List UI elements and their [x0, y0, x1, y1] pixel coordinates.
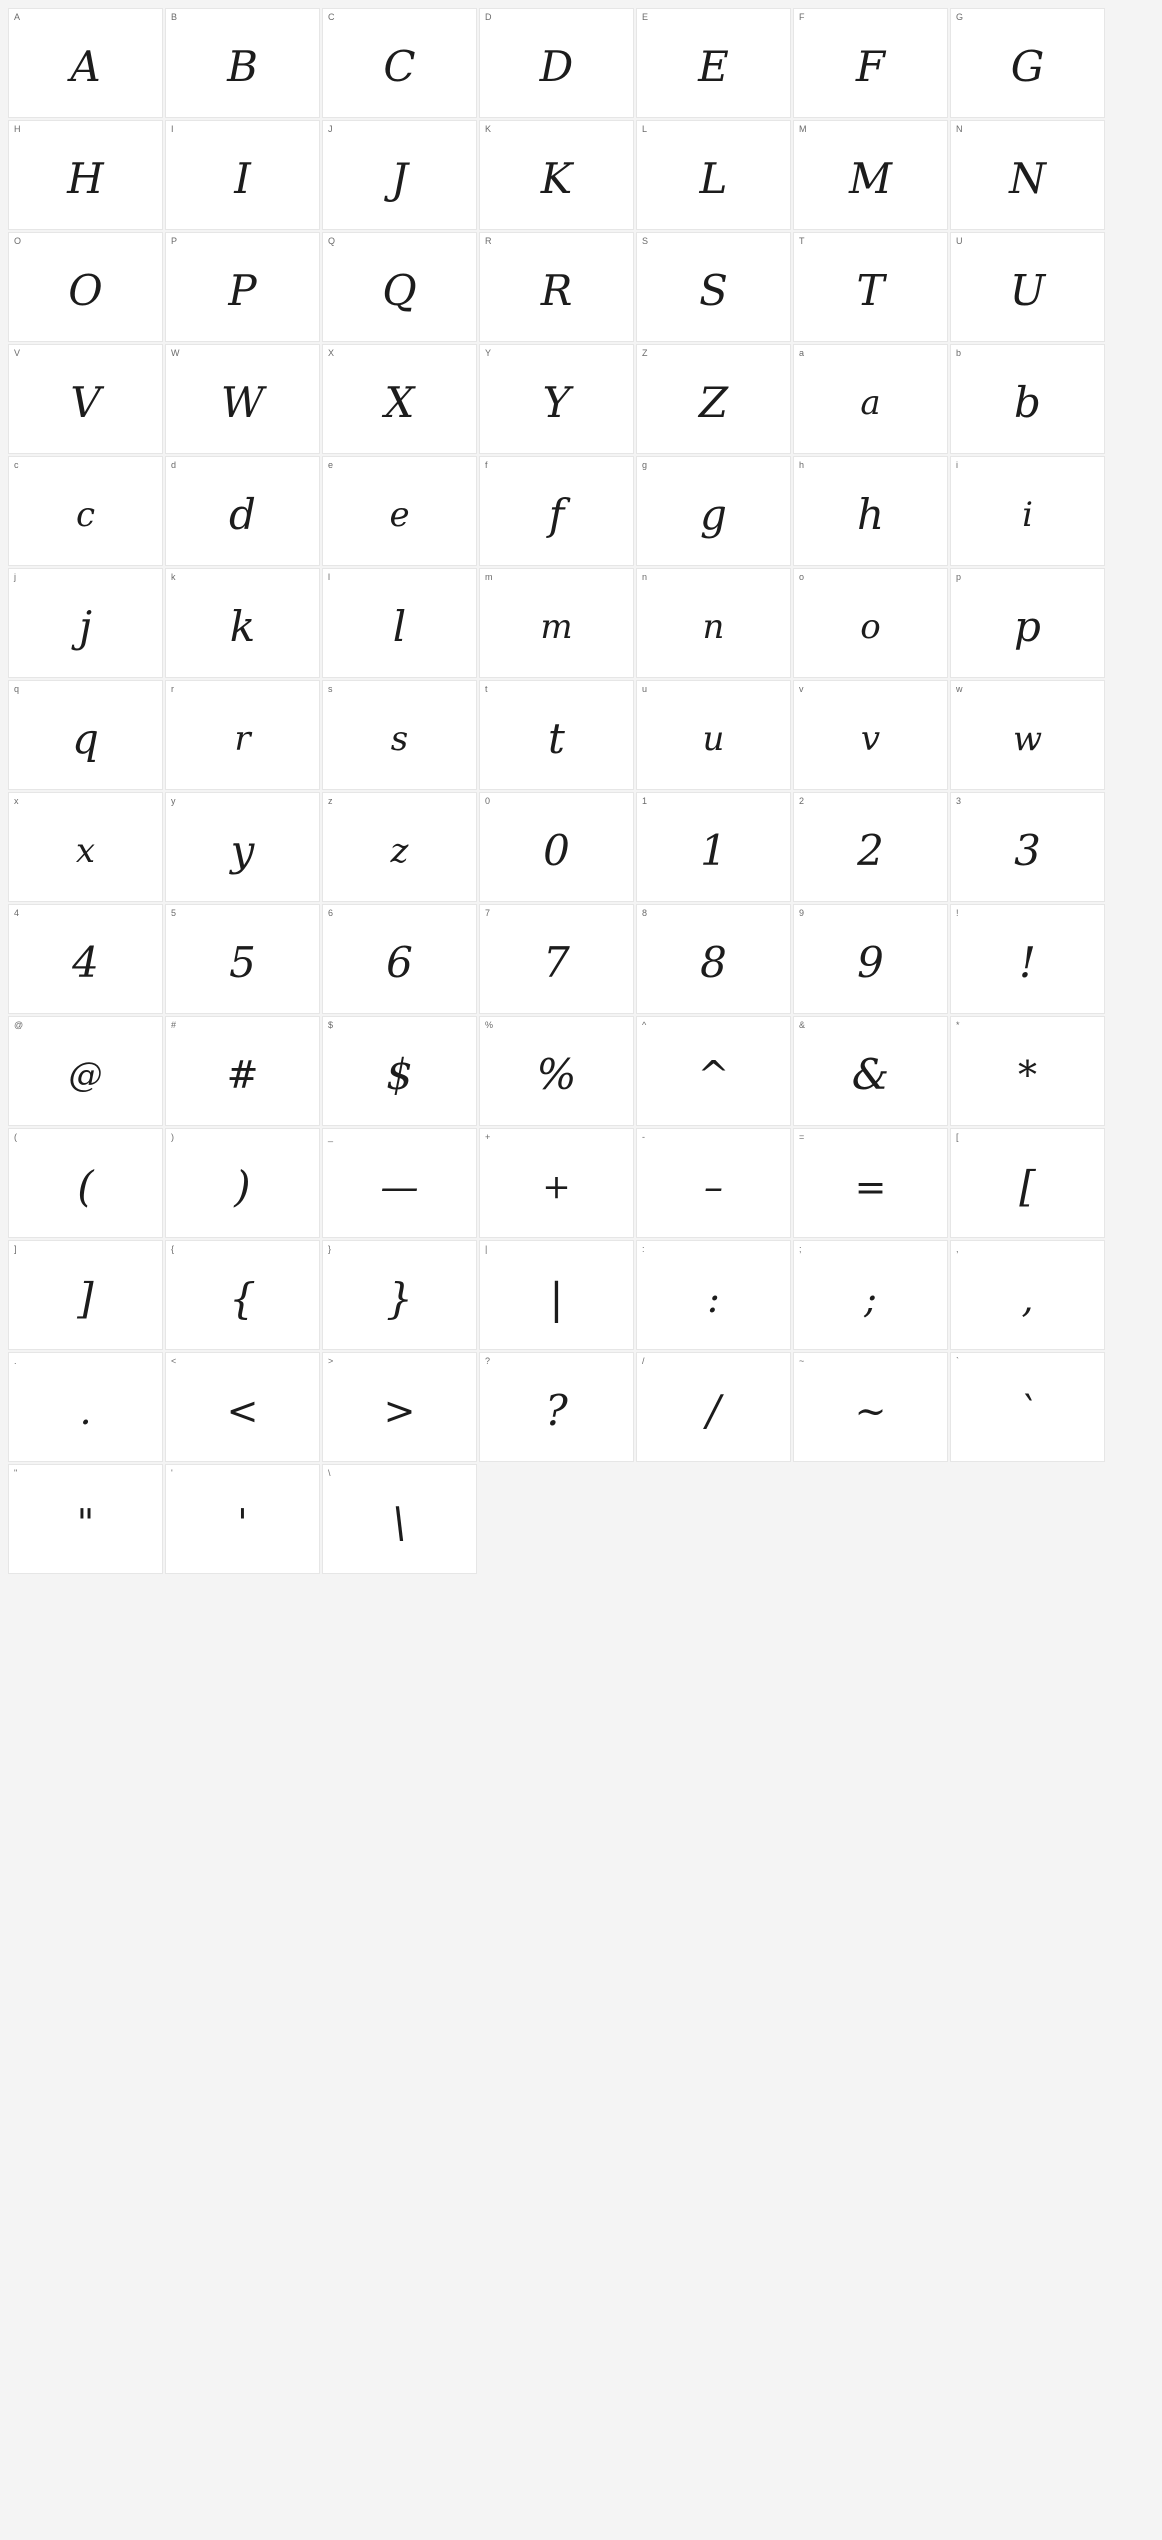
- glyph-code-label: 1: [642, 796, 648, 806]
- glyph-cell[interactable]: [165, 456, 320, 566]
- glyph-cell[interactable]: [479, 1240, 634, 1350]
- glyph-cell[interactable]: [322, 904, 477, 1014]
- glyph-code-label: .: [14, 1356, 17, 1366]
- glyph-code-label: 2: [799, 796, 805, 806]
- glyph-cell[interactable]: [479, 456, 634, 566]
- glyph-cell[interactable]: [636, 1240, 791, 1350]
- glyph-code-label: (: [14, 1132, 17, 1142]
- glyph-code-label: O: [14, 236, 22, 246]
- glyph-cell[interactable]: [8, 120, 163, 230]
- glyph-code-label: a: [799, 348, 805, 358]
- glyph-character: B: [227, 42, 258, 91]
- glyph-character: 3: [1014, 826, 1041, 875]
- glyph-character: 8: [700, 938, 727, 987]
- glyph-code-label: K: [485, 124, 492, 134]
- glyph-cell[interactable]: [322, 344, 477, 454]
- glyph-code-label: /: [642, 1356, 645, 1366]
- glyph-cell[interactable]: [479, 792, 634, 902]
- glyph-code-label: v: [799, 684, 804, 694]
- glyph-character: g: [700, 490, 727, 539]
- glyph-character: 6: [386, 938, 413, 987]
- glyph-cell[interactable]: [165, 120, 320, 230]
- glyph-character: f: [548, 490, 565, 539]
- glyph-code-label: 7: [485, 908, 491, 918]
- glyph-code-label: J: [328, 124, 333, 134]
- glyph-character: ~: [854, 1389, 887, 1433]
- glyph-code-label: C: [328, 12, 335, 22]
- glyph-character: c: [75, 495, 96, 535]
- glyph-code-label: ~: [799, 1356, 805, 1366]
- glyph-code-label: `: [956, 1356, 959, 1366]
- glyph-cell[interactable]: [793, 344, 948, 454]
- glyph-character: h: [856, 490, 885, 539]
- glyph-character: /: [706, 1386, 721, 1435]
- glyph-code-label: d: [171, 460, 177, 470]
- glyph-cell[interactable]: [479, 232, 634, 342]
- glyph-character: o: [860, 607, 881, 647]
- glyph-character: `: [1018, 1389, 1037, 1433]
- glyph-code-label: ): [171, 1132, 174, 1142]
- glyph-cell[interactable]: [322, 456, 477, 566]
- glyph-code-label: F: [799, 12, 805, 22]
- glyph-character: ": [76, 1501, 95, 1545]
- glyph-code-label: |: [485, 1244, 488, 1254]
- glyph-cell[interactable]: [165, 1016, 320, 1126]
- glyph-code-label: 5: [171, 908, 177, 918]
- glyph-cell[interactable]: [8, 1128, 163, 1238]
- glyph-character: D: [539, 42, 574, 91]
- glyph-character: F: [855, 42, 886, 91]
- glyph-code-label: M: [799, 124, 807, 134]
- glyph-cell[interactable]: [636, 792, 791, 902]
- glyph-cell[interactable]: [479, 1128, 634, 1238]
- glyph-character: O: [68, 266, 103, 315]
- glyph-cell[interactable]: [950, 1352, 1105, 1462]
- glyph-character: @: [68, 1055, 103, 1095]
- glyph-code-label: e: [328, 460, 334, 470]
- glyph-code-label: m: [485, 572, 493, 582]
- glyph-character: l: [392, 602, 407, 651]
- glyph-cell[interactable]: [636, 120, 791, 230]
- glyph-cell[interactable]: [8, 792, 163, 902]
- glyph-cell[interactable]: [793, 1016, 948, 1126]
- glyph-cell[interactable]: [950, 8, 1105, 118]
- glyph-character: H: [67, 154, 104, 203]
- glyph-cell[interactable]: [322, 1016, 477, 1126]
- glyph-cell[interactable]: [793, 792, 948, 902]
- glyph-code-label: S: [642, 236, 649, 246]
- glyph-code-label: 8: [642, 908, 648, 918]
- glyph-code-label: Y: [485, 348, 492, 358]
- glyph-code-label: *: [956, 1020, 960, 1030]
- glyph-code-label: #: [171, 1020, 177, 1030]
- glyph-code-label: f: [485, 460, 488, 470]
- glyph-code-label: %: [485, 1020, 494, 1030]
- glyph-character: <: [226, 1389, 259, 1433]
- glyph-character: s: [390, 719, 409, 759]
- glyph-character: T: [856, 266, 885, 315]
- glyph-cell[interactable]: [793, 680, 948, 790]
- glyph-character: \: [392, 1498, 407, 1547]
- glyph-character: —: [380, 1165, 419, 1209]
- glyph-cell[interactable]: [479, 1352, 634, 1462]
- glyph-cell[interactable]: [793, 8, 948, 118]
- glyph-cell[interactable]: [8, 232, 163, 342]
- glyph-character: &: [851, 1050, 890, 1099]
- glyph-code-label: z: [328, 796, 333, 806]
- glyph-code-label: ,: [956, 1244, 959, 1254]
- glyph-code-label: H: [14, 124, 21, 134]
- glyph-character: G: [1010, 42, 1045, 91]
- glyph-code-label: Z: [642, 348, 648, 358]
- glyph-code-label: +: [485, 1132, 491, 1142]
- glyph-cell[interactable]: [950, 792, 1105, 902]
- glyph-character: q: [72, 714, 99, 763]
- glyph-character: (: [77, 1162, 94, 1211]
- glyph-code-label: r: [171, 684, 174, 694]
- glyph-code-label: y: [171, 796, 176, 806]
- glyph-character: *: [1018, 1053, 1037, 1097]
- glyph-cell[interactable]: [636, 456, 791, 566]
- glyph-cell[interactable]: [322, 568, 477, 678]
- glyph-code-label: B: [171, 12, 178, 22]
- glyph-code-label: ]: [14, 1244, 17, 1254]
- glyph-cell[interactable]: [322, 120, 477, 230]
- glyph-code-label: Q: [328, 236, 336, 246]
- glyph-code-label: R: [485, 236, 492, 246]
- glyph-code-label: t: [485, 684, 488, 694]
- glyph-character: I: [234, 154, 251, 203]
- glyph-code-label: ;: [799, 1244, 802, 1254]
- glyph-cell[interactable]: [8, 680, 163, 790]
- glyph-code-label: c: [14, 460, 19, 470]
- glyph-character: C: [383, 42, 416, 91]
- glyph-cell[interactable]: [322, 8, 477, 118]
- glyph-character: .: [79, 1389, 92, 1433]
- glyph-cell[interactable]: [793, 232, 948, 342]
- glyph-cell[interactable]: [950, 232, 1105, 342]
- glyph-cell[interactable]: [636, 344, 791, 454]
- glyph-character: V: [70, 378, 101, 427]
- glyph-code-label: \: [328, 1468, 331, 1478]
- glyph-character: ,: [1021, 1277, 1034, 1321]
- glyph-code-label: ?: [485, 1356, 491, 1366]
- glyph-code-label: {: [171, 1244, 175, 1254]
- glyph-cell[interactable]: [8, 1016, 163, 1126]
- glyph-code-label: A: [14, 12, 21, 22]
- glyph-character: X: [384, 378, 415, 427]
- glyph-code-label: h: [799, 460, 805, 470]
- glyph-cell[interactable]: [8, 1464, 163, 1574]
- glyph-code-label: j: [14, 572, 16, 582]
- glyph-code-label: x: [14, 796, 19, 806]
- glyph-code-label: V: [14, 348, 21, 358]
- glyph-character: #: [226, 1053, 259, 1097]
- glyph-character: t: [548, 714, 565, 763]
- glyph-character: p: [1014, 602, 1041, 651]
- glyph-code-label: }: [328, 1244, 332, 1254]
- glyph-cell[interactable]: [165, 680, 320, 790]
- glyph-code-label: &: [799, 1020, 806, 1030]
- glyph-character: 7: [543, 938, 570, 987]
- glyph-character: $: [386, 1050, 413, 1099]
- glyph-cell[interactable]: [322, 1240, 477, 1350]
- glyph-character: +: [542, 1167, 571, 1207]
- glyph-character: b: [1014, 378, 1041, 427]
- glyph-code-label: T: [799, 236, 805, 246]
- glyph-character: z: [390, 831, 409, 871]
- glyph-character: ^: [697, 1053, 730, 1097]
- glyph-cell[interactable]: [950, 120, 1105, 230]
- glyph-character: Z: [698, 378, 729, 427]
- glyph-cell[interactable]: [636, 1352, 791, 1462]
- glyph-code-label: @: [14, 1020, 24, 1030]
- glyph-code-label: X: [328, 348, 335, 358]
- glyph-character: w: [1012, 719, 1043, 759]
- glyph-character: W: [220, 378, 265, 427]
- glyph-code-label: E: [642, 12, 649, 22]
- glyph-code-label: n: [642, 572, 648, 582]
- glyph-cell[interactable]: [636, 568, 791, 678]
- glyph-code-label: G: [956, 12, 964, 22]
- glyph-code-label: !: [956, 908, 959, 918]
- glyph-cell[interactable]: [322, 232, 477, 342]
- glyph-code-label: ^: [642, 1020, 647, 1030]
- glyph-character: 4: [72, 938, 99, 987]
- glyph-cell[interactable]: [636, 1016, 791, 1126]
- glyph-code-label: o: [799, 572, 805, 582]
- glyph-code-label: i: [956, 460, 958, 470]
- glyph-code-label: ': [171, 1468, 173, 1478]
- glyph-code-label: =: [799, 1132, 805, 1142]
- glyph-code-label: <: [171, 1356, 177, 1366]
- glyph-code-label: b: [956, 348, 962, 358]
- glyph-character: e: [389, 495, 410, 535]
- glyph-cell[interactable]: [950, 456, 1105, 566]
- glyph-cell[interactable]: [950, 904, 1105, 1014]
- glyph-cell[interactable]: [165, 1464, 320, 1574]
- glyph-cell[interactable]: [165, 8, 320, 118]
- glyph-code-label: s: [328, 684, 333, 694]
- glyph-cell[interactable]: [950, 680, 1105, 790]
- glyph-code-label: q: [14, 684, 20, 694]
- glyph-cell[interactable]: [322, 1464, 477, 1574]
- glyph-cell[interactable]: [165, 792, 320, 902]
- glyph-code-label: >: [328, 1356, 334, 1366]
- glyph-character: E: [698, 42, 729, 91]
- glyph-character: }: [386, 1274, 413, 1323]
- glyph-cell[interactable]: [950, 344, 1105, 454]
- glyph-code-label: N: [956, 124, 963, 134]
- glyph-character: 1: [700, 826, 727, 875]
- glyph-cell[interactable]: [322, 1352, 477, 1462]
- glyph-code-label: -: [642, 1132, 645, 1142]
- glyph-character: [: [1019, 1162, 1036, 1211]
- glyph-cell[interactable]: [165, 904, 320, 1014]
- glyph-cell[interactable]: [479, 568, 634, 678]
- glyph-cell[interactable]: [950, 1240, 1105, 1350]
- glyph-cell[interactable]: [322, 680, 477, 790]
- glyph-character: ': [237, 1501, 248, 1545]
- glyph-cell[interactable]: [322, 1128, 477, 1238]
- glyph-character: P: [228, 266, 257, 315]
- glyph-cell[interactable]: [636, 8, 791, 118]
- glyph-cell[interactable]: [636, 680, 791, 790]
- glyph-cell[interactable]: [950, 1128, 1105, 1238]
- glyph-code-label: U: [956, 236, 963, 246]
- glyph-code-label: I: [171, 124, 174, 134]
- glyph-cell[interactable]: [793, 568, 948, 678]
- glyph-character: J: [391, 154, 408, 203]
- glyph-cell[interactable]: [165, 1128, 320, 1238]
- glyph-cell[interactable]: [165, 232, 320, 342]
- glyph-code-label: 9: [799, 908, 805, 918]
- glyph-character: y: [230, 826, 255, 875]
- glyph-character: v: [860, 719, 881, 759]
- glyph-cell[interactable]: [165, 568, 320, 678]
- glyph-cell[interactable]: [950, 568, 1105, 678]
- glyph-character: ?: [545, 1386, 568, 1435]
- glyph-character: a: [860, 383, 881, 423]
- glyph-character: 2: [857, 826, 884, 875]
- glyph-character: =: [854, 1165, 887, 1209]
- glyph-character: i: [1022, 495, 1033, 535]
- glyph-cell[interactable]: [636, 1128, 791, 1238]
- glyph-cell[interactable]: [479, 680, 634, 790]
- glyph-cell[interactable]: [479, 1016, 634, 1126]
- glyph-cell[interactable]: [8, 8, 163, 118]
- glyph-character: ;: [864, 1277, 877, 1321]
- glyph-character: S: [699, 266, 728, 315]
- glyph-code-label: 4: [14, 908, 20, 918]
- glyph-character: |: [549, 1274, 564, 1323]
- glyph-character: R: [540, 266, 573, 315]
- glyph-character: U: [1009, 266, 1046, 315]
- glyph-cell[interactable]: [950, 1016, 1105, 1126]
- glyph-character: 0: [543, 826, 570, 875]
- glyph-cell[interactable]: [793, 1352, 948, 1462]
- glyph-cell[interactable]: [793, 1128, 948, 1238]
- glyph-character: r: [234, 719, 251, 759]
- glyph-code-label: $: [328, 1020, 334, 1030]
- glyph-character: K: [540, 154, 573, 203]
- glyph-code-label: :: [642, 1244, 645, 1254]
- glyph-character: !: [1019, 938, 1036, 987]
- glyph-code-label: u: [642, 684, 648, 694]
- glyph-character: ]: [77, 1274, 94, 1323]
- glyph-code-label: [: [956, 1132, 959, 1142]
- glyph-cell[interactable]: [793, 1240, 948, 1350]
- glyph-cell[interactable]: [793, 120, 948, 230]
- glyph-code-label: D: [485, 12, 492, 22]
- glyph-character: u: [702, 719, 725, 759]
- glyph-code-label: l: [328, 572, 330, 582]
- glyph-character: n: [702, 607, 725, 647]
- glyph-code-label: 3: [956, 796, 962, 806]
- glyph-character: 5: [229, 938, 256, 987]
- glyph-code-label: ": [14, 1468, 18, 1478]
- glyph-cell[interactable]: [165, 344, 320, 454]
- glyph-character: M: [848, 154, 892, 203]
- glyph-character: k: [229, 602, 256, 651]
- glyph-character: Y: [542, 378, 571, 427]
- glyph-cell[interactable]: [8, 1352, 163, 1462]
- glyph-character: >: [383, 1389, 416, 1433]
- glyph-character: A: [70, 42, 101, 91]
- glyph-code-label: L: [642, 124, 648, 134]
- glyph-cell[interactable]: [8, 568, 163, 678]
- glyph-cell[interactable]: [479, 8, 634, 118]
- glyph-code-label: P: [171, 236, 178, 246]
- glyph-cell[interactable]: [8, 1240, 163, 1350]
- glyph-code-label: k: [171, 572, 176, 582]
- glyph-cell[interactable]: [165, 1240, 320, 1350]
- glyph-cell[interactable]: [793, 904, 948, 1014]
- glyph-code-label: g: [642, 460, 648, 470]
- glyph-code-label: w: [956, 684, 963, 694]
- glyph-character: 9: [857, 938, 884, 987]
- glyph-cell[interactable]: [793, 456, 948, 566]
- glyph-character: :: [707, 1277, 720, 1321]
- glyph-code-label: p: [956, 572, 962, 582]
- glyph-character: m: [540, 607, 573, 647]
- glyph-cell[interactable]: [8, 904, 163, 1014]
- glyph-cell[interactable]: [636, 904, 791, 1014]
- glyph-character: ): [234, 1162, 251, 1211]
- glyph-character: j: [78, 602, 93, 651]
- glyph-character: Q: [382, 266, 417, 315]
- glyph-character: x: [75, 831, 96, 871]
- glyph-cell[interactable]: [8, 344, 163, 454]
- glyph-cell[interactable]: [479, 904, 634, 1014]
- glyph-code-label: 0: [485, 796, 491, 806]
- glyph-cell[interactable]: [479, 344, 634, 454]
- glyph-code-label: _: [328, 1132, 334, 1142]
- glyph-character: d: [229, 490, 256, 539]
- glyph-character: {: [229, 1274, 256, 1323]
- glyph-cell[interactable]: [636, 232, 791, 342]
- glyph-cell[interactable]: [479, 120, 634, 230]
- glyph-cell[interactable]: [165, 1352, 320, 1462]
- glyph-cell[interactable]: [322, 792, 477, 902]
- glyph-code-label: 6: [328, 908, 334, 918]
- glyph-character: N: [1009, 154, 1046, 203]
- glyph-character: %: [536, 1050, 577, 1099]
- glyph-code-label: W: [171, 348, 180, 358]
- glyph-character: –: [704, 1165, 723, 1209]
- glyph-character: L: [699, 154, 728, 203]
- glyph-cell[interactable]: [8, 456, 163, 566]
